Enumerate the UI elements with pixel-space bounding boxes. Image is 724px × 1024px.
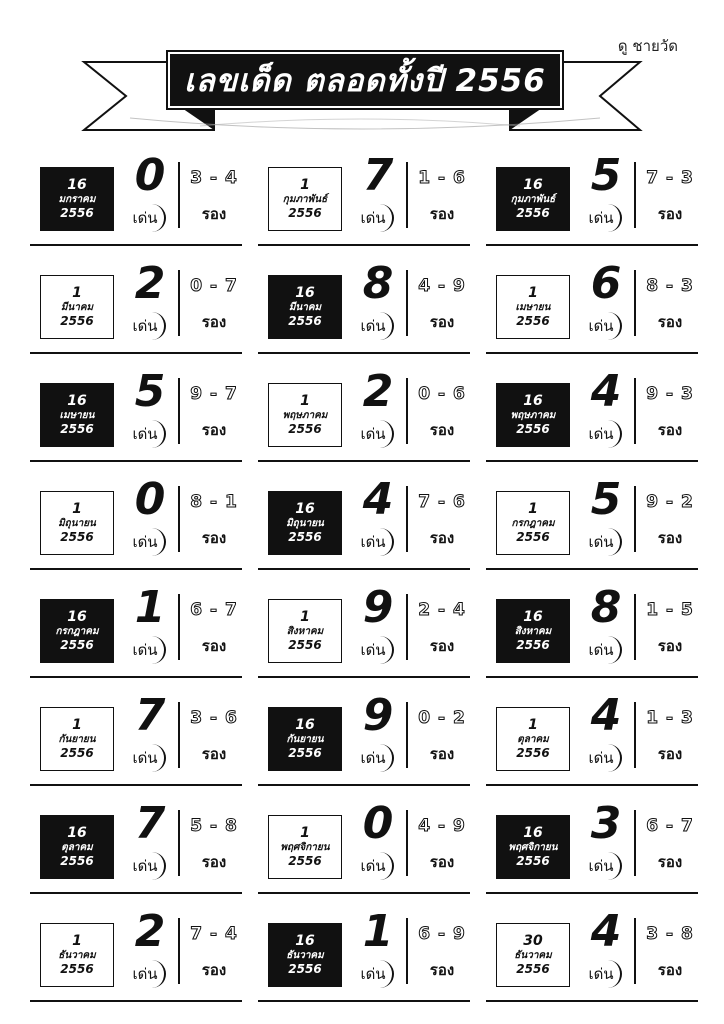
secondary-pair: 6 - 7 bbox=[646, 816, 694, 836]
lead-number: 8 bbox=[590, 582, 622, 633]
draw-date-box bbox=[268, 707, 342, 771]
draw-month: พฤศจิกายน bbox=[508, 842, 558, 854]
draw-month: มกราคม bbox=[58, 194, 96, 206]
lead-number: 7 bbox=[362, 150, 394, 201]
secondary-label: รอง bbox=[201, 961, 227, 979]
draw-date-box bbox=[40, 707, 114, 771]
underline-rule bbox=[30, 352, 242, 354]
draw-entry bbox=[486, 474, 698, 576]
divider bbox=[406, 810, 408, 876]
draw-day: 16 bbox=[67, 177, 87, 194]
secondary-label: รอง bbox=[657, 853, 683, 871]
secondary-label: รอง bbox=[201, 745, 227, 763]
draw-month: ตุลาคม bbox=[61, 842, 93, 854]
underline-rule bbox=[486, 676, 698, 678]
lottery-grid bbox=[30, 150, 700, 1014]
lead-number: 7 bbox=[134, 798, 166, 849]
lead-label: เด่น bbox=[126, 204, 166, 232]
draw-month: เมษายน bbox=[515, 302, 551, 314]
lead-label: เด่น bbox=[126, 744, 166, 772]
secondary-pair: 9 - 7 bbox=[190, 384, 238, 404]
draw-month: สิงหาคม bbox=[286, 626, 324, 638]
secondary-label: รอง bbox=[657, 961, 683, 979]
draw-year: 2556 bbox=[516, 422, 550, 437]
lead-label: เด่น bbox=[354, 528, 394, 556]
draw-day: 1 bbox=[528, 717, 538, 734]
underline-rule bbox=[30, 676, 242, 678]
draw-entry bbox=[30, 150, 242, 252]
draw-day: 1 bbox=[300, 393, 310, 410]
underline-rule bbox=[258, 784, 470, 786]
draw-date-box bbox=[496, 923, 570, 987]
draw-year: 2556 bbox=[60, 854, 94, 869]
secondary-label: รอง bbox=[201, 421, 227, 439]
secondary-pair: 6 - 9 bbox=[418, 924, 466, 944]
lead-number: 5 bbox=[590, 474, 622, 525]
draw-year: 2556 bbox=[288, 638, 322, 653]
secondary-pair: 0 - 2 bbox=[418, 708, 466, 728]
lead-number: 1 bbox=[134, 582, 166, 633]
draw-entry bbox=[486, 366, 698, 468]
draw-day: 1 bbox=[528, 501, 538, 518]
draw-month: มีนาคม bbox=[60, 302, 94, 314]
lead-number: 7 bbox=[134, 690, 166, 741]
lead-label: เด่น bbox=[582, 744, 622, 772]
title-banner bbox=[0, 0, 724, 150]
underline-rule bbox=[30, 1000, 242, 1002]
lead-label: เด่น bbox=[354, 960, 394, 988]
grid-row bbox=[30, 474, 700, 582]
divider bbox=[634, 270, 636, 336]
draw-month: พฤษภาคม bbox=[282, 410, 328, 422]
secondary-label: รอง bbox=[429, 313, 455, 331]
secondary-label: รอง bbox=[201, 637, 227, 655]
draw-day: 16 bbox=[67, 825, 87, 842]
secondary-pair: 4 - 9 bbox=[418, 276, 466, 296]
draw-entry bbox=[30, 798, 242, 900]
underline-rule bbox=[486, 568, 698, 570]
draw-day: 1 bbox=[300, 609, 310, 626]
lead-number: 2 bbox=[362, 366, 394, 417]
draw-year: 2556 bbox=[516, 854, 550, 869]
secondary-label: รอง bbox=[429, 421, 455, 439]
underline-rule bbox=[30, 460, 242, 462]
draw-month: มิถุนายน bbox=[58, 518, 96, 530]
lead-number: 9 bbox=[362, 582, 394, 633]
secondary-label: รอง bbox=[657, 745, 683, 763]
secondary-pair: 2 - 4 bbox=[418, 600, 466, 620]
draw-day: 16 bbox=[523, 393, 543, 410]
lead-label: เด่น bbox=[354, 204, 394, 232]
lead-number: 4 bbox=[590, 690, 622, 741]
underline-rule bbox=[258, 460, 470, 462]
draw-entry bbox=[30, 474, 242, 576]
underline-rule bbox=[486, 1000, 698, 1002]
draw-entry bbox=[30, 366, 242, 468]
draw-date-box bbox=[268, 599, 342, 663]
divider bbox=[406, 918, 408, 984]
divider bbox=[178, 810, 180, 876]
draw-year: 2556 bbox=[60, 962, 94, 977]
draw-entry bbox=[258, 906, 470, 1008]
draw-month: มิถุนายน bbox=[286, 518, 324, 530]
divider bbox=[178, 162, 180, 228]
author-name: ดู ชายวัด bbox=[617, 37, 678, 55]
draw-year: 2556 bbox=[60, 422, 94, 437]
draw-entry bbox=[486, 582, 698, 684]
grid-row bbox=[30, 906, 700, 1014]
grid-row bbox=[30, 798, 700, 906]
divider bbox=[178, 594, 180, 660]
draw-date-box bbox=[268, 383, 342, 447]
underline-rule bbox=[258, 244, 470, 246]
divider bbox=[178, 918, 180, 984]
draw-day: 16 bbox=[523, 825, 543, 842]
draw-entry bbox=[486, 798, 698, 900]
draw-year: 2556 bbox=[516, 638, 550, 653]
secondary-pair: 3 - 6 bbox=[190, 708, 238, 728]
draw-entry bbox=[258, 582, 470, 684]
divider bbox=[634, 810, 636, 876]
lead-label: เด่น bbox=[354, 420, 394, 448]
draw-date-box bbox=[496, 707, 570, 771]
draw-day: 16 bbox=[523, 177, 543, 194]
lead-number: 3 bbox=[590, 798, 622, 849]
secondary-pair: 9 - 3 bbox=[646, 384, 694, 404]
secondary-label: รอง bbox=[657, 205, 683, 223]
draw-day: 16 bbox=[295, 933, 315, 950]
draw-year: 2556 bbox=[60, 746, 94, 761]
draw-date-box bbox=[40, 167, 114, 231]
draw-month: ตุลาคม bbox=[517, 734, 549, 746]
lead-number: 4 bbox=[590, 906, 622, 957]
underline-rule bbox=[258, 676, 470, 678]
underline-rule bbox=[486, 784, 698, 786]
secondary-pair: 1 - 5 bbox=[646, 600, 694, 620]
draw-day: 16 bbox=[523, 609, 543, 626]
draw-entry bbox=[30, 906, 242, 1008]
secondary-pair: 8 - 3 bbox=[646, 276, 694, 296]
underline-rule bbox=[258, 892, 470, 894]
grid-row bbox=[30, 690, 700, 798]
secondary-label: รอง bbox=[429, 205, 455, 223]
draw-date-box bbox=[496, 167, 570, 231]
draw-month: ธันวาคม bbox=[58, 950, 96, 962]
draw-month: กันยายน bbox=[58, 734, 96, 746]
lead-number: 0 bbox=[134, 150, 166, 201]
draw-date-box bbox=[268, 167, 342, 231]
draw-day: 16 bbox=[67, 393, 87, 410]
lead-label: เด่น bbox=[354, 852, 394, 880]
lead-label: เด่น bbox=[126, 528, 166, 556]
draw-day: 1 bbox=[300, 177, 310, 194]
draw-date-box bbox=[268, 275, 342, 339]
secondary-pair: 0 - 7 bbox=[190, 276, 238, 296]
draw-date-box bbox=[268, 815, 342, 879]
lead-number: 0 bbox=[134, 474, 166, 525]
draw-date-box bbox=[40, 491, 114, 555]
draw-month: ธันวาคม bbox=[286, 950, 324, 962]
divider bbox=[634, 918, 636, 984]
draw-year: 2556 bbox=[516, 530, 550, 545]
lead-number: 4 bbox=[590, 366, 622, 417]
lead-number: 2 bbox=[134, 906, 166, 957]
divider bbox=[406, 486, 408, 552]
draw-day: 1 bbox=[528, 285, 538, 302]
divider bbox=[178, 270, 180, 336]
draw-day: 1 bbox=[72, 285, 82, 302]
draw-day: 16 bbox=[295, 717, 315, 734]
divider bbox=[406, 378, 408, 444]
lead-number: 5 bbox=[134, 366, 166, 417]
lead-label: เด่น bbox=[582, 528, 622, 556]
secondary-pair: 9 - 2 bbox=[646, 492, 694, 512]
draw-year: 2556 bbox=[60, 530, 94, 545]
draw-month: พฤศจิกายน bbox=[280, 842, 330, 854]
draw-year: 2556 bbox=[516, 314, 550, 329]
divider bbox=[178, 486, 180, 552]
lead-number: 2 bbox=[134, 258, 166, 309]
grid-row bbox=[30, 582, 700, 690]
lead-number: 1 bbox=[362, 906, 394, 957]
divider bbox=[406, 270, 408, 336]
draw-entry bbox=[486, 690, 698, 792]
divider bbox=[634, 594, 636, 660]
draw-date-box bbox=[40, 815, 114, 879]
underline-rule bbox=[258, 568, 470, 570]
draw-year: 2556 bbox=[516, 746, 550, 761]
lead-label: เด่น bbox=[582, 312, 622, 340]
draw-day: 1 bbox=[300, 825, 310, 842]
draw-day: 1 bbox=[72, 933, 82, 950]
draw-year: 2556 bbox=[60, 638, 94, 653]
draw-year: 2556 bbox=[60, 314, 94, 329]
divider bbox=[406, 594, 408, 660]
draw-day: 16 bbox=[295, 285, 315, 302]
draw-date-box bbox=[40, 923, 114, 987]
draw-date-box bbox=[496, 275, 570, 339]
draw-year: 2556 bbox=[516, 962, 550, 977]
draw-year: 2556 bbox=[288, 746, 322, 761]
secondary-label: รอง bbox=[429, 961, 455, 979]
draw-year: 2556 bbox=[288, 854, 322, 869]
draw-day: 16 bbox=[295, 501, 315, 518]
secondary-label: รอง bbox=[429, 745, 455, 763]
draw-year: 2556 bbox=[288, 962, 322, 977]
lead-number: 5 bbox=[590, 150, 622, 201]
underline-rule bbox=[30, 568, 242, 570]
lead-label: เด่น bbox=[126, 852, 166, 880]
draw-year: 2556 bbox=[288, 422, 322, 437]
draw-year: 2556 bbox=[288, 314, 322, 329]
secondary-pair: 1 - 6 bbox=[418, 168, 466, 188]
underline-rule bbox=[30, 244, 242, 246]
secondary-pair: 8 - 1 bbox=[190, 492, 238, 512]
draw-date-box bbox=[496, 815, 570, 879]
underline-rule bbox=[30, 892, 242, 894]
lead-label: เด่น bbox=[354, 312, 394, 340]
lead-label: เด่น bbox=[354, 744, 394, 772]
divider bbox=[634, 486, 636, 552]
lead-number: 0 bbox=[362, 798, 394, 849]
draw-date-box bbox=[40, 383, 114, 447]
draw-entry bbox=[30, 582, 242, 684]
secondary-pair: 3 - 8 bbox=[646, 924, 694, 944]
secondary-label: รอง bbox=[201, 205, 227, 223]
secondary-pair: 5 - 8 bbox=[190, 816, 238, 836]
draw-date-box bbox=[496, 491, 570, 555]
draw-day: 1 bbox=[72, 717, 82, 734]
draw-entry bbox=[258, 690, 470, 792]
underline-rule bbox=[486, 352, 698, 354]
lead-label: เด่น bbox=[126, 312, 166, 340]
divider bbox=[178, 702, 180, 768]
draw-month: กันยายน bbox=[286, 734, 324, 746]
draw-day: 16 bbox=[67, 609, 87, 626]
draw-month: กรกฎาคม bbox=[55, 626, 99, 638]
draw-entry bbox=[30, 690, 242, 792]
divider bbox=[634, 162, 636, 228]
draw-date-box bbox=[496, 599, 570, 663]
underline-rule bbox=[486, 892, 698, 894]
draw-entry bbox=[258, 798, 470, 900]
underline-rule bbox=[486, 460, 698, 462]
grid-row bbox=[30, 366, 700, 474]
draw-entry bbox=[258, 258, 470, 360]
draw-day: 1 bbox=[72, 501, 82, 518]
secondary-pair: 7 - 6 bbox=[418, 492, 466, 512]
draw-year: 2556 bbox=[60, 206, 94, 221]
lead-label: เด่น bbox=[582, 960, 622, 988]
secondary-pair: 3 - 4 bbox=[190, 168, 238, 188]
lead-label: เด่น bbox=[582, 852, 622, 880]
divider bbox=[178, 378, 180, 444]
divider bbox=[634, 702, 636, 768]
draw-month: สิงหาคม bbox=[514, 626, 552, 638]
underline-rule bbox=[258, 352, 470, 354]
secondary-pair: 4 - 9 bbox=[418, 816, 466, 836]
secondary-label: รอง bbox=[657, 529, 683, 547]
underline-rule bbox=[486, 244, 698, 246]
draw-entry bbox=[258, 150, 470, 252]
draw-date-box bbox=[268, 923, 342, 987]
draw-day: 30 bbox=[523, 933, 543, 950]
divider bbox=[406, 702, 408, 768]
draw-month: ธันวาคม bbox=[514, 950, 552, 962]
secondary-label: รอง bbox=[657, 313, 683, 331]
lead-label: เด่น bbox=[582, 420, 622, 448]
draw-entry bbox=[30, 258, 242, 360]
secondary-pair: 1 - 3 bbox=[646, 708, 694, 728]
underline-rule bbox=[258, 1000, 470, 1002]
draw-month: พฤษภาคม bbox=[510, 410, 556, 422]
secondary-label: รอง bbox=[201, 853, 227, 871]
secondary-label: รอง bbox=[429, 529, 455, 547]
draw-entry bbox=[258, 474, 470, 576]
secondary-label: รอง bbox=[657, 637, 683, 655]
divider bbox=[634, 378, 636, 444]
draw-date-box bbox=[40, 599, 114, 663]
lead-number: 9 bbox=[362, 690, 394, 741]
page-title: เลขเด็ด ตลอดทั้งปี 2556 bbox=[168, 52, 562, 108]
lead-label: เด่น bbox=[126, 636, 166, 664]
draw-month: มีนาคม bbox=[288, 302, 322, 314]
draw-year: 2556 bbox=[288, 206, 322, 221]
secondary-label: รอง bbox=[201, 313, 227, 331]
draw-year: 2556 bbox=[288, 530, 322, 545]
divider bbox=[406, 162, 408, 228]
secondary-label: รอง bbox=[429, 853, 455, 871]
secondary-pair: 7 - 4 bbox=[190, 924, 238, 944]
underline-rule bbox=[30, 784, 242, 786]
secondary-label: รอง bbox=[201, 529, 227, 547]
draw-year: 2556 bbox=[516, 206, 550, 221]
draw-entry bbox=[486, 150, 698, 252]
lead-label: เด่น bbox=[582, 636, 622, 664]
draw-entry bbox=[486, 906, 698, 1008]
secondary-label: รอง bbox=[657, 421, 683, 439]
lead-number: 4 bbox=[362, 474, 394, 525]
lead-label: เด่น bbox=[126, 420, 166, 448]
grid-row bbox=[30, 258, 700, 366]
draw-entry bbox=[258, 366, 470, 468]
draw-month: กุมภาพันธ์ bbox=[282, 194, 328, 206]
lead-label: เด่น bbox=[582, 204, 622, 232]
secondary-pair: 7 - 3 bbox=[646, 168, 694, 188]
secondary-label: รอง bbox=[429, 637, 455, 655]
lead-number: 6 bbox=[590, 258, 622, 309]
draw-month: กุมภาพันธ์ bbox=[510, 194, 556, 206]
draw-entry bbox=[486, 258, 698, 360]
secondary-pair: 6 - 7 bbox=[190, 600, 238, 620]
draw-month: กรกฎาคม bbox=[511, 518, 555, 530]
grid-row bbox=[30, 150, 700, 258]
secondary-pair: 0 - 6 bbox=[418, 384, 466, 404]
draw-month: เมษายน bbox=[59, 410, 95, 422]
lead-label: เด่น bbox=[126, 960, 166, 988]
draw-date-box bbox=[268, 491, 342, 555]
draw-date-box bbox=[496, 383, 570, 447]
lead-label: เด่น bbox=[354, 636, 394, 664]
lead-number: 8 bbox=[362, 258, 394, 309]
draw-date-box bbox=[40, 275, 114, 339]
